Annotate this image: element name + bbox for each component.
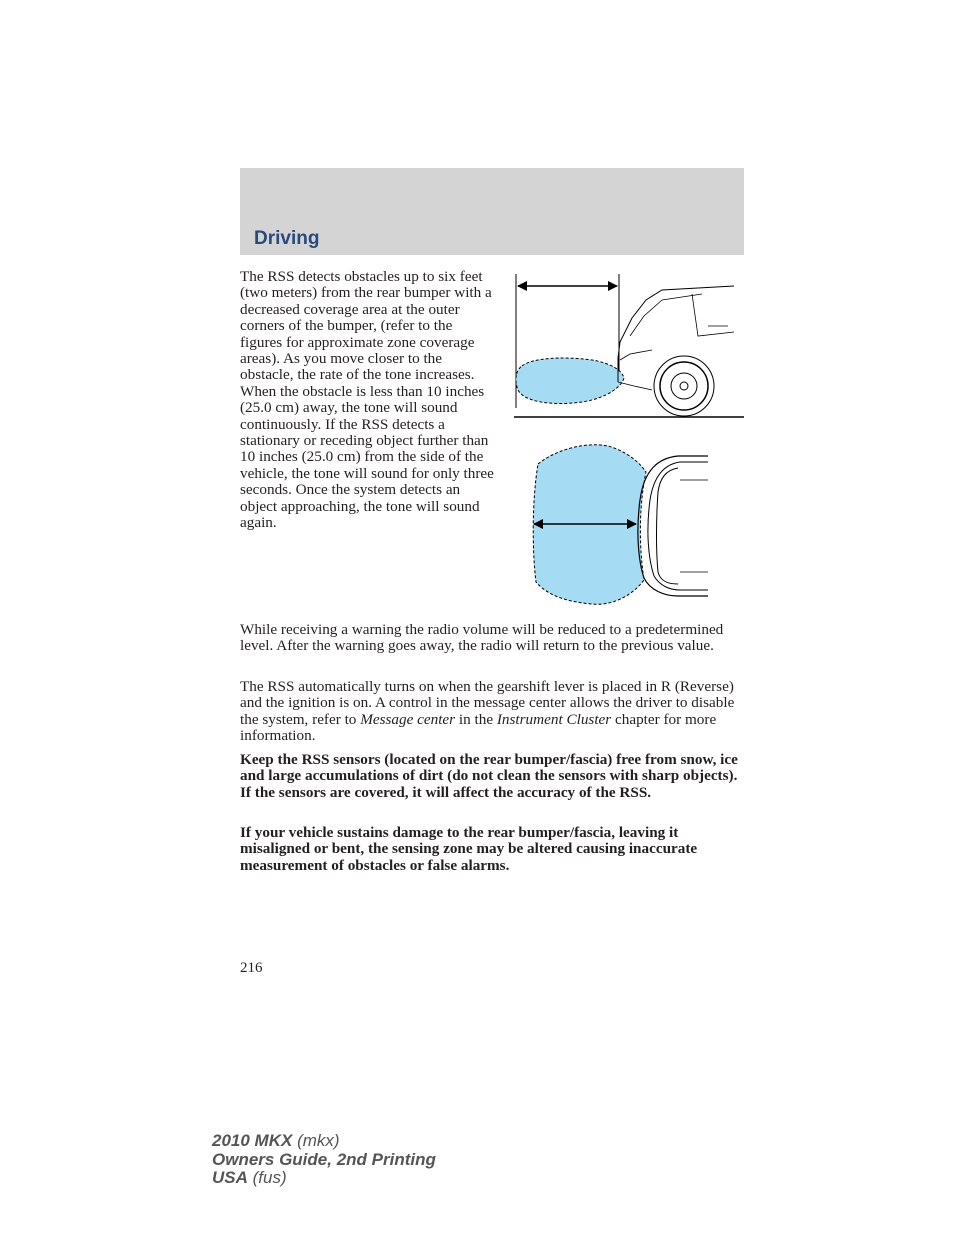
bumper-damage-warning: If your vehicle sustains damage to the rear bumper/fascia, leaving it misaligned or bent, the sensing zone may be altered causing inaccurate measurement of obstacles or false alarms. (240, 824, 698, 874)
footer-model: 2010 MKX (212, 1131, 293, 1150)
footer-print-info (212, 1132, 436, 1188)
footer-line-model (212, 1132, 436, 1151)
footer-region: USA (212, 1168, 248, 1187)
sensor-care-warning: Keep the RSS sensors (located on the rear bumper/fascia) free from snow, ice and large accumulations of dirt (do not clean the sensors with sharp objects). If the sensors are covered, it will affect the accuracy of the RSS. (240, 751, 738, 801)
instrument-cluster-reference: Instrument Cluster (496, 710, 612, 728)
auto-on-text-2: in the (455, 710, 497, 728)
side-view-sensing-zone-illustration (512, 270, 746, 422)
section-title: Driving (254, 228, 320, 249)
footer-region-code: (fus) (252, 1168, 287, 1187)
section-header-band (240, 168, 744, 255)
footer-guide: Owners Guide, 2nd Printing (212, 1149, 436, 1169)
intro-paragraph: The RSS detects obstacles up to six feet (two meters) from the rear bumper with a decreased coverage area at the outer corners of the bumper, (refer to the figures for approximate zone coverage areas). As you move closer to the obstacle, the rate of the tone increases. When the obstacle is less than 10 inches (25.0 cm) away, the tone will sound continuously. If the RSS detects a stationary or receding object further than 10 inches (25.0 cm) from the side of the vehicle, the tone will sound for only three seconds. Once the system detects an object approaching, the tone will sound again. (240, 268, 494, 532)
footer-line-region (212, 1169, 436, 1188)
page-number: 216 (240, 960, 263, 976)
message-center-reference: Message center (360, 710, 456, 728)
top-view-sensing-zone-illustration (528, 440, 714, 608)
footer-model-code: (mkx) (297, 1131, 340, 1150)
auto-on-text-3: chapter for more information. (240, 710, 717, 745)
auto-on-text-1: The RSS automatically turns on when the gearshift lever is placed in R (Reverse) and the ignition is on. A control in the message center allows the driver to disable the system, refer to (240, 678, 735, 728)
auto-on-paragraph (240, 679, 746, 745)
radio-volume-paragraph: While receiving a warning the radio volume will be reduced to a predetermined level. After the warning goes away, the radio will return to the previous value. (240, 621, 724, 655)
footer-line-guide (212, 1151, 436, 1170)
